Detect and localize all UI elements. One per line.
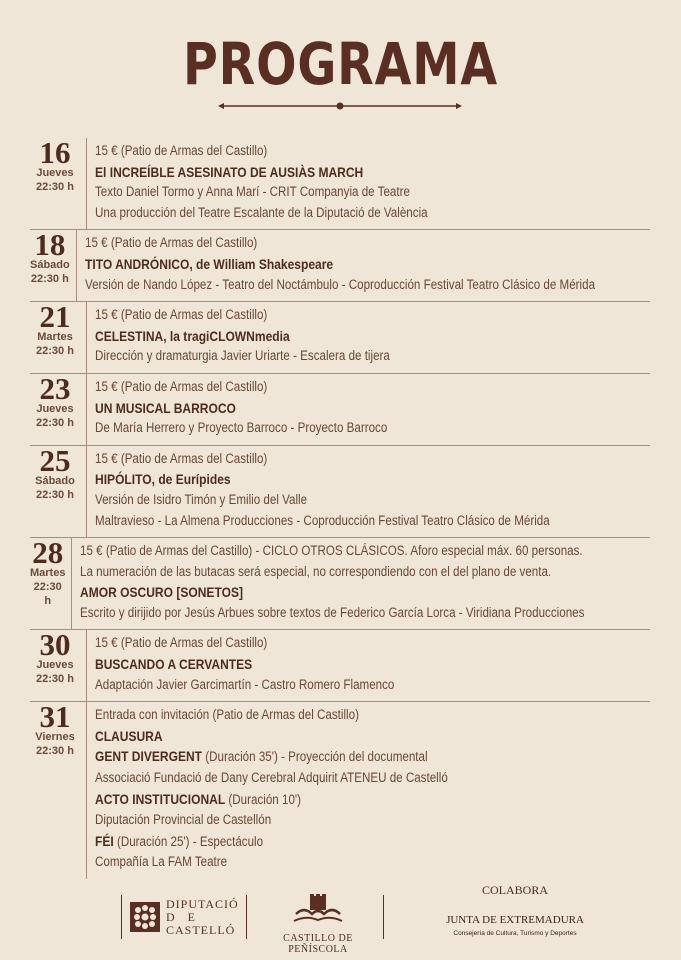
event-details [86, 702, 650, 879]
event-info-line: Entrada con invitación (Patio de Armas del Castillo) [95, 707, 359, 723]
event-day: 16 [39, 135, 71, 170]
event-time: 22:30 h [36, 345, 74, 358]
event-weekday: Sábado [30, 259, 70, 272]
event-time: 22:30 h [36, 488, 74, 501]
event-details [86, 446, 650, 537]
event-date [30, 699, 86, 879]
event-title [95, 789, 572, 811]
castle-label: CASTILLO DE PEÑÍSCOLA [283, 933, 353, 955]
event-title: GENT DIVERGENT [95, 748, 203, 765]
footer-divider [383, 895, 384, 939]
event-details [71, 538, 667, 629]
event-info-line: 15 € (Patio de Armas del Castillo) - CICLO OTROS CLÁSICOS. Aforo especial máx. 60 personas. [80, 543, 584, 559]
title-divider-ornament [218, 100, 462, 112]
junta-subtitle: Consejería de Cultura, Turismo y Deportes [453, 930, 577, 937]
event-date [30, 535, 71, 629]
castle-icon [290, 894, 346, 926]
event-info-line: Dirección y dramaturgia Javier Uriarte - Escalera de tijera [95, 348, 390, 364]
event-date [30, 370, 86, 445]
event-schedule [30, 135, 650, 879]
page-title: PROGRAMA [182, 30, 499, 98]
event-weekday: Jueves [36, 402, 74, 415]
event-info-line: Associació Fundació de Dany Cerebral Adquirit ATENEU de Castelló [95, 770, 448, 786]
event-row [30, 699, 650, 879]
colabora-label: COLABORA [481, 883, 548, 897]
event-day: 18 [34, 227, 66, 263]
event-weekday: Viernes [35, 731, 75, 744]
event-info-line: Texto Daniel Tormo y Anna Marí - CRIT Companyia de Teatre [95, 184, 410, 200]
event-info-line: Versión de Isidro Timón y Emilio del Valle [95, 491, 308, 507]
event-date [30, 299, 86, 373]
event-details [76, 230, 678, 301]
event-title [95, 746, 572, 768]
diputacio-emblem-icon [130, 902, 160, 932]
event-date [30, 227, 76, 301]
event-info-line: Una producción del Teatre Escalante de la Diputació de València [95, 204, 428, 220]
event-time: 22:30 h [30, 273, 69, 286]
event-title-note: (Duración 10') [225, 791, 301, 807]
footer-divider [121, 895, 122, 939]
event-row [30, 135, 650, 230]
event-day: 28 [32, 535, 64, 571]
event-title: UN MUSICAL BARROCO [95, 399, 236, 416]
event-day: 21 [39, 299, 71, 335]
event-info-line: 15 € (Patio de Armas del Castillo) [95, 450, 268, 466]
event-title: HIPÓLITO, de Eurípides [95, 471, 231, 488]
event-info-line: Escrito y dirijido por Jesús Arbues sobre textos de Federico García Lorca - Viridiana Producciones [80, 604, 585, 620]
event-title: TITO ANDRÓNICO, de William Shakespeare [84, 255, 333, 272]
event-info-line: Diputación Provincial de Castellón [95, 812, 272, 828]
event-info-line: 15 € (Patio de Armas del Castillo) [95, 378, 268, 394]
event-info-line: 15 € (Patio de Armas del Castillo) [95, 635, 268, 651]
event-info-line: 15 € (Patio de Armas del Castillo) [84, 235, 258, 251]
event-title: AMOR OSCURO [SONETOS] [80, 584, 244, 601]
event-title: ACTO INSTITUCIONAL [95, 790, 226, 807]
event-row [30, 442, 650, 538]
event-time: 22:30 h [36, 416, 74, 429]
event-title-note: (Duración 35') - Proyección del documental [202, 749, 428, 765]
event-row [30, 535, 650, 630]
event-info-line: La numeración de las butacas será especial, no correspondiendo con el del plano de venta. [80, 563, 552, 579]
event-weekday: Martes [30, 567, 66, 580]
event-date [30, 135, 86, 229]
castillo-peniscola-logo [258, 894, 378, 955]
event-details [86, 630, 650, 701]
diputacio-line-3: CASTELLÓ [166, 923, 236, 937]
event-time: 22:30 h [36, 673, 74, 686]
event-details [86, 374, 650, 445]
event-time: 22:30 h [36, 181, 74, 193]
event-weekday: Sábado [35, 474, 75, 487]
event-row [30, 627, 650, 702]
event-title [95, 831, 572, 853]
event-info-line: Adaptación Javier Garcimartín - Castro Romero Flamenco [95, 676, 395, 692]
event-info-line: 15 € (Patio de Armas del Castillo) [95, 143, 268, 158]
event-info-line: 15 € (Patio de Armas del Castillo) [95, 307, 268, 323]
junta-extremadura-logo: JUNTA DE EXTREMADURA [446, 914, 584, 926]
event-day: 25 [39, 442, 71, 478]
event-info-line: Versión de Nando López - Teatro del Noctámbulo - Coproducción Festival Teatro Clásico de Mérida [84, 276, 595, 292]
event-time: 22:30 h [36, 745, 74, 758]
event-day: 31 [39, 699, 71, 735]
event-title: CLAUSURA [95, 727, 163, 744]
event-day: 30 [39, 627, 71, 663]
event-day: 23 [39, 370, 71, 406]
sponsor-footer [0, 880, 681, 955]
event-row [30, 227, 650, 302]
event-details [86, 138, 650, 229]
event-details [86, 302, 650, 373]
diputacio-line-1: DIPUTACIÓ [166, 897, 239, 911]
event-info-line: Maltravieso - La Almena Producciones - Coproducción Festival Teatro Clásico de Mérida [95, 512, 550, 528]
event-title: CELESTINA, la tragiCLOWNmedia [95, 327, 290, 344]
event-info-line: Compañía La FAM Teatre [95, 854, 228, 870]
event-title-note: (Duración 25') - Espectáculo [113, 833, 264, 849]
event-weekday: Martes [37, 331, 73, 344]
event-date [30, 627, 86, 701]
event-title: BUSCANDO A CERVANTES [95, 656, 253, 673]
footer-divider [246, 895, 247, 939]
diputacio-line-2: D E [166, 910, 196, 924]
event-row [30, 299, 650, 374]
event-info-line: De María Herrero y Proyecto Barroco - Proyecto Barroco [95, 420, 388, 436]
event-weekday: Jueves [36, 167, 74, 179]
event-row [30, 370, 650, 446]
event-time: 22:30 h [33, 581, 62, 608]
event-title: El INCREÍBLE ASESINATO DE AUSIÀS MARCH [95, 163, 364, 180]
event-title: FÉI [95, 832, 114, 849]
event-date [30, 442, 86, 537]
event-weekday: Jueves [36, 659, 74, 672]
